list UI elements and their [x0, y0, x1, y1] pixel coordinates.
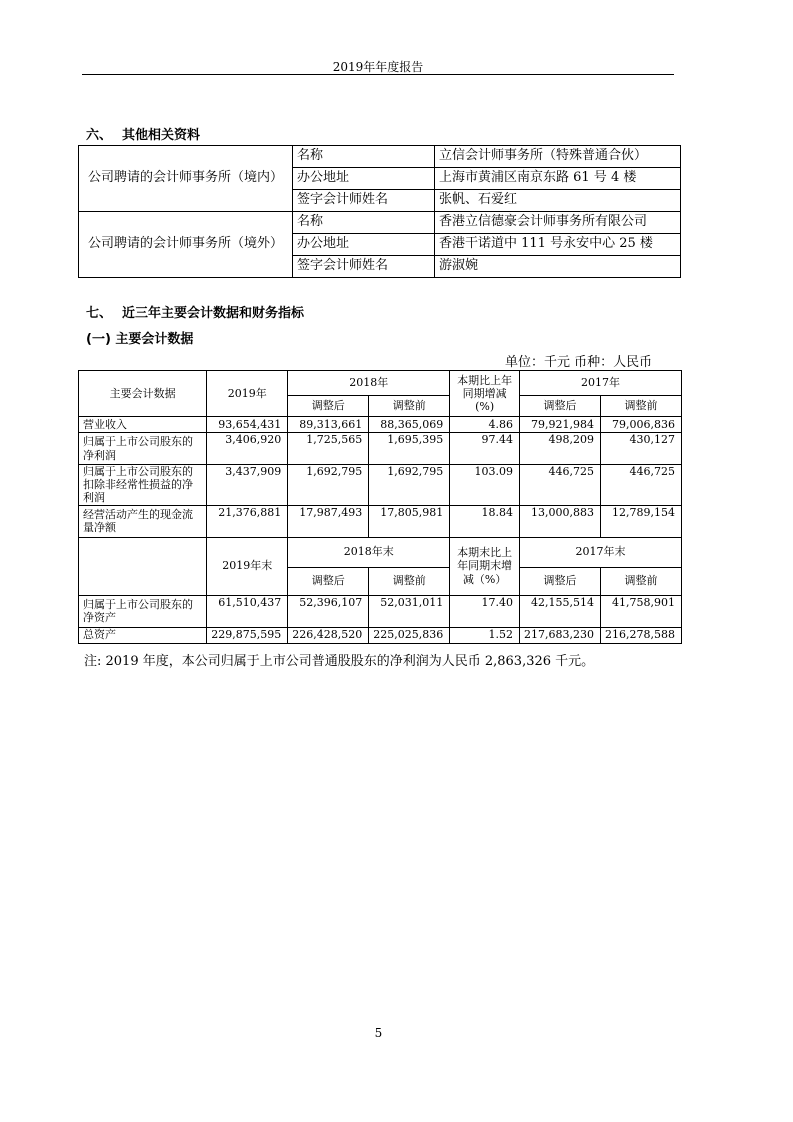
- cell-2018-original: 88,365,069: [369, 417, 450, 433]
- cell-2017-adjusted: 217,683,230: [520, 627, 601, 643]
- cell-change: 97.44: [450, 433, 520, 465]
- cell-2017-original: 12,789,154: [601, 505, 682, 537]
- firm-label-overseas: 公司聘请的会计师事务所（境外）: [79, 212, 293, 278]
- row-item: 营业收入: [79, 417, 207, 433]
- table-row: [79, 433, 682, 465]
- firm-value: 香港干诺道中 111 号永安中心 25 楼: [435, 234, 681, 256]
- cell-2018-original: 225,025,836: [369, 627, 450, 643]
- cell-change: 17.40: [450, 595, 520, 627]
- cell-2017-original: 79,006,836: [601, 417, 682, 433]
- section-7-number: 七、: [86, 306, 113, 321]
- cell-2018-original: 17,805,981: [369, 505, 450, 537]
- cell-change: 4.86: [450, 417, 520, 433]
- header-adjusted-before: 调整前: [601, 396, 682, 417]
- firm-key: 签字会计师姓名: [293, 190, 435, 212]
- header-2018-end: 2018年末: [288, 537, 450, 567]
- firm-value: 张帆、石爱红: [435, 190, 681, 212]
- firm-label-domestic: 公司聘请的会计师事务所（境内）: [79, 146, 293, 212]
- section-6-heading: [86, 124, 200, 143]
- accounting-data-table: [78, 370, 682, 644]
- page-number: 5: [374, 1026, 383, 1040]
- header-adjusted-after: 调整后: [288, 567, 369, 595]
- cell-change: 103.09: [450, 465, 520, 506]
- header-change: 本期比上年同期增减(%): [450, 371, 520, 417]
- cell-2017-original: 446,725: [601, 465, 682, 506]
- header-change: 本期末比上年同期末增减（%）: [450, 537, 520, 595]
- table-row: [79, 146, 681, 168]
- cell-2018-adjusted: 89,313,661: [288, 417, 369, 433]
- cell-2019: 3,437,909: [207, 465, 288, 506]
- table-row: [79, 627, 682, 643]
- row-item: 总资产: [79, 627, 207, 643]
- firm-key: 名称: [293, 146, 435, 168]
- firm-key: 签字会计师姓名: [293, 256, 435, 278]
- header-adjusted-before: 调整前: [369, 396, 450, 417]
- cell-2018-original: 52,031,011: [369, 595, 450, 627]
- table-header-row: [79, 537, 682, 567]
- cell-change: 18.84: [450, 505, 520, 537]
- row-item: 归属于上市公司股东的扣除非经常性损益的净利润: [79, 465, 207, 506]
- header-2017-end: 2017年末: [520, 537, 682, 567]
- cell-2017-adjusted: 42,155,514: [520, 595, 601, 627]
- cell-2018-adjusted: 1,692,795: [288, 465, 369, 506]
- section-6-number: 六、: [86, 128, 113, 143]
- cell-2017-original: 216,278,588: [601, 627, 682, 643]
- cell-2019: 61,510,437: [207, 595, 288, 627]
- table-header-row: [79, 371, 682, 396]
- section-7-heading: [86, 302, 304, 321]
- header-adjusted-before: 调整前: [369, 567, 450, 595]
- cell-2018-original: 1,695,395: [369, 433, 450, 465]
- header-item: [79, 537, 207, 595]
- cell-2018-original: 1,692,795: [369, 465, 450, 506]
- cell-2017-original: 41,758,901: [601, 595, 682, 627]
- page-header-title: 2019年年度报告: [332, 60, 424, 74]
- header-2018: 2018年: [288, 371, 450, 396]
- table-row: [79, 465, 682, 506]
- row-item: 经营活动产生的现金流量净额: [79, 505, 207, 537]
- cell-2017-adjusted: 446,725: [520, 465, 601, 506]
- table-row: [79, 212, 681, 234]
- row-item: 归属于上市公司股东的净资产: [79, 595, 207, 627]
- header-adjusted-after: 调整后: [520, 567, 601, 595]
- cell-2017-original: 430,127: [601, 433, 682, 465]
- unit-currency-line: 单位：千元 币种：人民币: [505, 355, 653, 370]
- cell-2018-adjusted: 1,725,565: [288, 433, 369, 465]
- section-7-title: 近三年主要会计数据和财务指标: [122, 306, 305, 321]
- row-item: 归属于上市公司股东的净利润: [79, 433, 207, 465]
- header-2019-end: 2019年末: [207, 537, 288, 595]
- table-row: [79, 417, 682, 433]
- firm-value: 上海市黄浦区南京东路 61 号 4 楼: [435, 168, 681, 190]
- firm-key: 办公地址: [293, 168, 435, 190]
- cell-change: 1.52: [450, 627, 520, 643]
- header-adjusted-after: 调整后: [520, 396, 601, 417]
- section-6-title: 其他相关资料: [122, 128, 201, 143]
- firm-value: 立信会计师事务所（特殊普通合伙）: [435, 146, 681, 168]
- footnote: 注: 2019 年度，本公司归属于上市公司普通股股东的净利润为人民币 2,863,326 千元。: [84, 654, 595, 669]
- subsection-1-heading: (一) 主要会计数据: [86, 332, 194, 347]
- cell-2017-adjusted: 79,921,984: [520, 417, 601, 433]
- firm-value: 香港立信德豪会计师事务所有限公司: [435, 212, 681, 234]
- cell-2018-adjusted: 17,987,493: [288, 505, 369, 537]
- firm-value: 游淑婉: [435, 256, 681, 278]
- header-2017: 2017年: [520, 371, 682, 396]
- cell-2017-adjusted: 498,209: [520, 433, 601, 465]
- cell-2019: 93,654,431: [207, 417, 288, 433]
- firm-key: 名称: [293, 212, 435, 234]
- cell-2019: 229,875,595: [207, 627, 288, 643]
- cell-2018-adjusted: 52,396,107: [288, 595, 369, 627]
- cell-2019: 21,376,881: [207, 505, 288, 537]
- table-row: [79, 595, 682, 627]
- table-row: [79, 505, 682, 537]
- cell-2018-adjusted: 226,428,520: [288, 627, 369, 643]
- header-adjusted-before: 调整前: [601, 567, 682, 595]
- cell-2017-adjusted: 13,000,883: [520, 505, 601, 537]
- cell-2019: 3,406,920: [207, 433, 288, 465]
- auditor-info-table: [78, 145, 681, 278]
- header-divider: [82, 74, 674, 75]
- firm-key: 办公地址: [293, 234, 435, 256]
- header-2019: 2019年: [207, 371, 288, 417]
- header-adjusted-after: 调整后: [288, 396, 369, 417]
- header-item: 主要会计数据: [79, 371, 207, 417]
